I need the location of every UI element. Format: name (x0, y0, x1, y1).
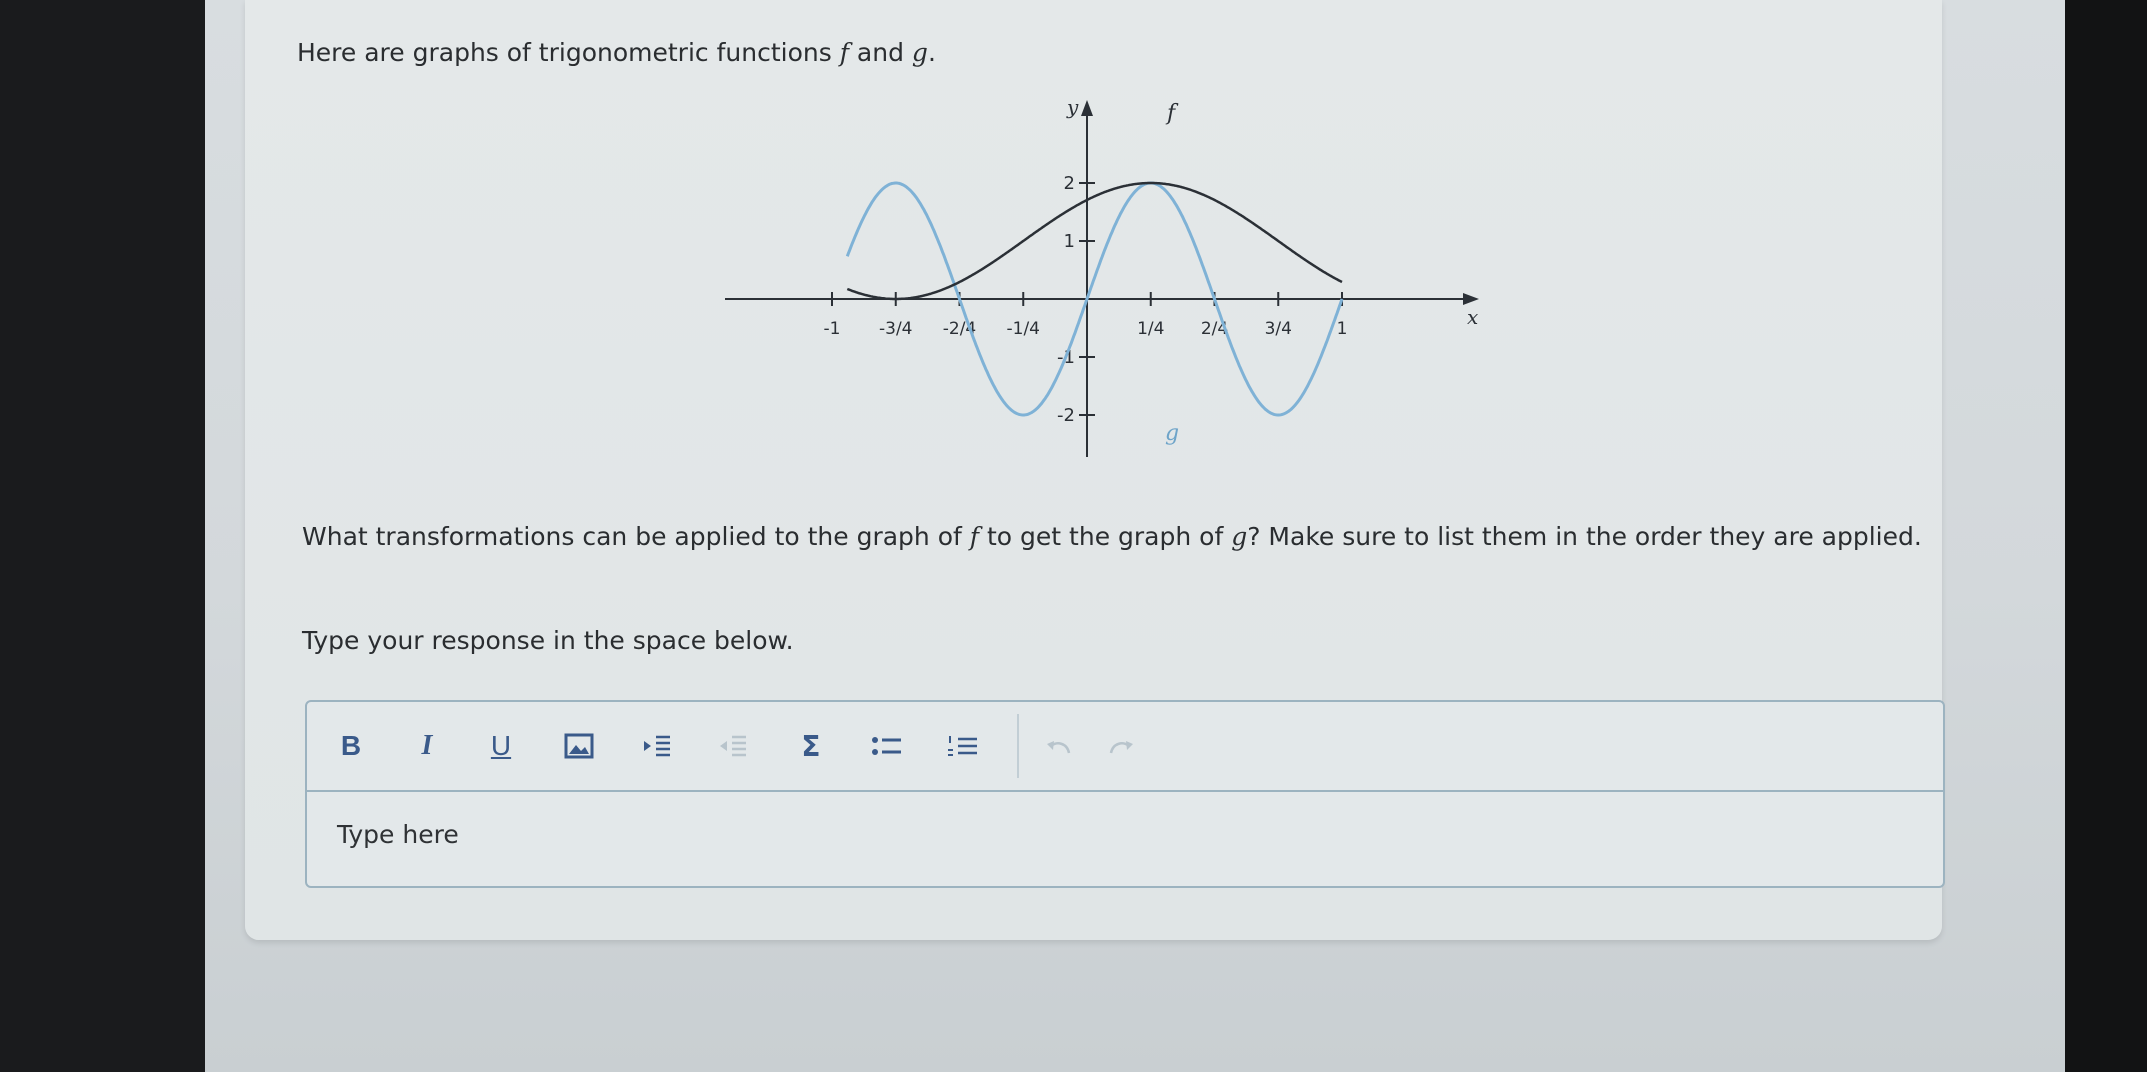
x-tick-label: -1 (823, 319, 841, 339)
y-axis-label: y (1067, 95, 1079, 119)
redo-button[interactable] (1099, 726, 1143, 766)
question-text (302, 518, 1962, 556)
undo-icon (1045, 735, 1073, 757)
x-tick-label: -1/4 (1006, 319, 1040, 339)
undo-button[interactable] (1037, 726, 1081, 766)
sigma-icon: Σ (801, 729, 821, 763)
intro-prefix: Here are graphs of trigonometric functions (297, 38, 832, 67)
trig-graph (715, 92, 1495, 492)
question-part3: ? Make sure to list them in the order they are applied. (1247, 522, 1922, 551)
y-tick-label: 1 (1063, 231, 1075, 252)
curve-label-g: g (1165, 421, 1180, 446)
question-part2: to get the graph of (987, 522, 1224, 551)
indent-button[interactable] (635, 726, 679, 766)
numbered-list-icon (947, 733, 979, 759)
x-tick-label: 1/4 (1137, 319, 1165, 339)
intro-function-g: g (911, 38, 928, 67)
response-editor[interactable] (305, 700, 1945, 888)
x-tick-label: 3/4 (1264, 319, 1292, 339)
bulleted-list-button[interactable] (865, 726, 909, 766)
x-tick-label: -2/4 (942, 319, 977, 339)
instructions-text: Type your response in the space below. (302, 626, 794, 655)
y-tick-label: 2 (1063, 173, 1075, 194)
screen-bezel (2065, 0, 2147, 1072)
y-tick-label: -2 (1057, 405, 1075, 426)
x-axis-arrow (1463, 293, 1479, 305)
question-function-f: f (969, 522, 980, 551)
bold-icon: B (340, 730, 362, 761)
bulleted-list-icon (871, 733, 903, 759)
redo-icon (1107, 735, 1135, 757)
numbered-list-button[interactable] (941, 726, 985, 766)
italic-button[interactable] (405, 726, 449, 766)
y-axis-arrow (1081, 100, 1093, 116)
response-input[interactable]: Type here (337, 820, 459, 849)
intro-function-f: f (839, 38, 849, 67)
editor-toolbar (307, 702, 1943, 792)
outdent-icon (718, 733, 748, 759)
x-tick-label: 2/4 (1200, 319, 1229, 339)
x-tick-label: -3/4 (879, 319, 913, 339)
indent-icon (642, 733, 672, 759)
curve-label-f: f (1167, 101, 1176, 126)
question-function-g: g (1231, 522, 1248, 551)
x-tick-label: 1 (1336, 319, 1348, 339)
italic-icon: I (421, 730, 433, 761)
underline-button[interactable] (479, 726, 523, 766)
image-icon (564, 733, 594, 759)
underline-icon: U (490, 730, 512, 761)
intro-period: . (927, 38, 936, 67)
intro-and: and (856, 38, 904, 67)
y-tick-label: -1 (1057, 347, 1075, 368)
x-axis-label: x (1467, 305, 1479, 329)
outdent-button[interactable] (711, 726, 755, 766)
intro-text (297, 38, 936, 67)
question-part1: What transformations can be applied to the graph of (302, 522, 962, 551)
bold-button[interactable] (329, 726, 373, 766)
image-button[interactable] (557, 726, 601, 766)
toolbar-divider (1017, 714, 1019, 778)
equation-button[interactable] (789, 726, 833, 766)
